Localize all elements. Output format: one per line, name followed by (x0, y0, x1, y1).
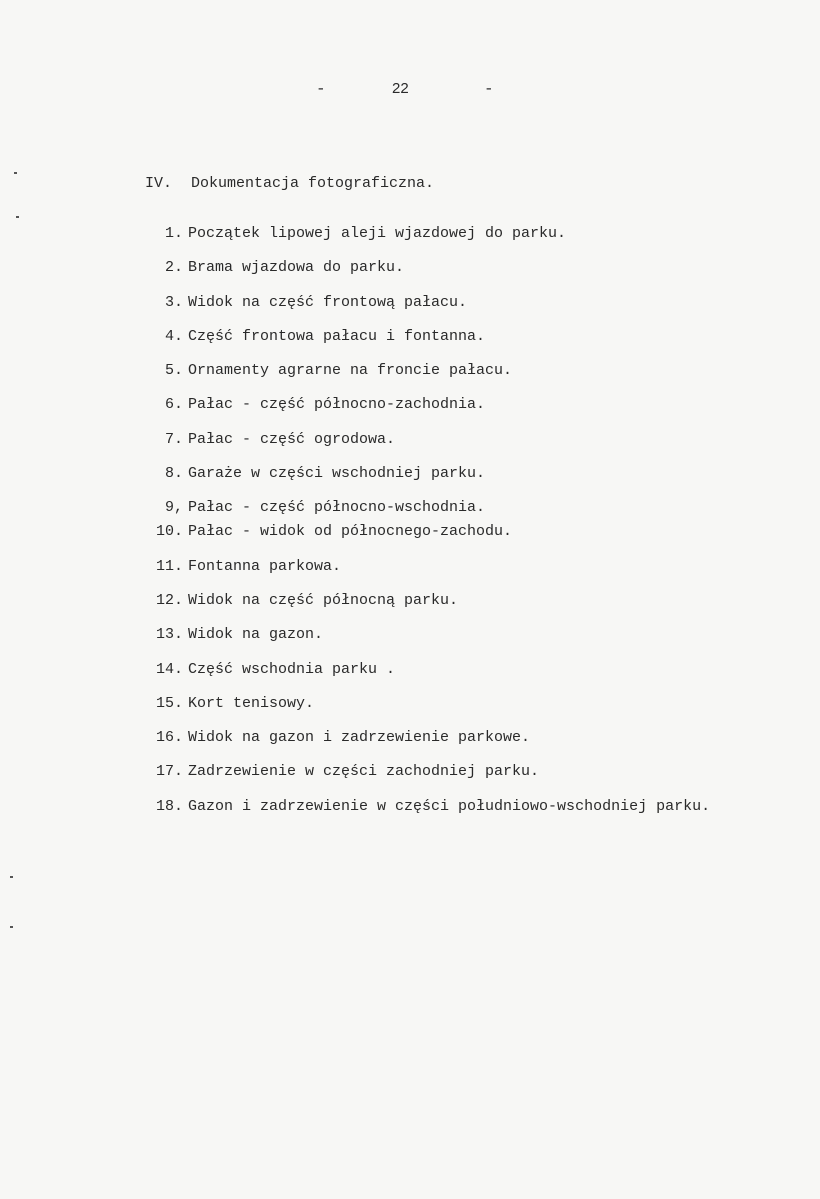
item-number: 5. (164, 362, 183, 380)
list-item (0, 258, 820, 292)
list-item (0, 728, 820, 762)
section-title: Dokumentacja fotograficzna. (191, 175, 435, 192)
item-number: 12. (155, 591, 183, 609)
photo-documentation-list (0, 224, 820, 831)
item-text: Fontanna parkowa. (188, 557, 342, 575)
item-text: Zadrzewienie w części zachodniej parku. (188, 763, 540, 781)
list-item (0, 591, 820, 625)
section-number: IV. (145, 175, 173, 192)
item-text: Widok na gazon i zadrzewienie parkowe. (188, 729, 531, 747)
item-number: 3. (164, 293, 183, 311)
item-text: Widok na gazon. (188, 626, 324, 644)
item-number: 8. (164, 465, 183, 483)
item-number: 1. (164, 225, 183, 242)
item-text: Widok na część północną parku. (188, 591, 459, 609)
page-number: 22 (392, 80, 409, 97)
item-number: 7. (164, 430, 183, 448)
list-item (0, 797, 820, 831)
list-item (0, 430, 820, 464)
item-number: 6. (164, 396, 183, 414)
list-item (0, 293, 820, 327)
list-item (0, 224, 820, 258)
page-header (0, 78, 820, 100)
item-number: 4. (164, 327, 183, 345)
item-number: 18. (155, 797, 183, 815)
item-text: Brama wjazdowa do parku. (188, 259, 405, 277)
scan-speck (10, 876, 13, 878)
list-item (0, 464, 820, 498)
item-number: 10. (155, 523, 183, 541)
list-item (0, 395, 820, 429)
item-number: 15. (155, 694, 183, 712)
list-item (0, 327, 820, 361)
item-text: Część wschodnia parku . (188, 660, 396, 678)
item-text: Pałac - część północno-wschodnia. (188, 499, 486, 517)
list-item (0, 361, 820, 395)
header-dash-right: - (484, 80, 494, 98)
list-item (0, 498, 820, 522)
scan-speck (16, 216, 19, 218)
list-item (0, 694, 820, 728)
scan-speck (10, 926, 13, 928)
item-number: 13. (155, 626, 183, 644)
item-text: Garaże w części wschodniej parku. (188, 465, 486, 483)
item-text: Pałac - część ogrodowa. (188, 430, 396, 448)
header-dash-left: - (316, 80, 326, 98)
item-number: 14. (155, 660, 183, 678)
item-number: 11. (155, 557, 183, 575)
scan-speck (14, 172, 17, 174)
list-item (0, 625, 820, 659)
item-number: 17. (155, 763, 183, 781)
item-number: 16. (155, 729, 183, 747)
section-heading (145, 174, 434, 194)
item-text: Pałac - część północno-zachodnia. (188, 396, 486, 414)
list-item (0, 762, 820, 796)
item-text: Gazon i zadrzewienie w części południowo-wschodniej parku. (188, 797, 711, 815)
item-text: Kort tenisowy. (188, 694, 315, 712)
list-item (0, 660, 820, 694)
list-item (0, 557, 820, 591)
item-text: Pałac - widok od północnego-zachodu. (188, 523, 513, 541)
item-text: Początek lipowej aleji wjazdowej do parku. (188, 225, 567, 242)
item-text: Widok na część frontową pałacu. (188, 293, 468, 311)
item-text: Ornamenty agrarne na froncie pałacu. (188, 362, 513, 380)
item-number: 2. (164, 259, 183, 277)
item-number: 9, (164, 499, 183, 517)
item-text: Część frontowa pałacu i fontanna. (188, 327, 486, 345)
list-item (0, 522, 820, 556)
